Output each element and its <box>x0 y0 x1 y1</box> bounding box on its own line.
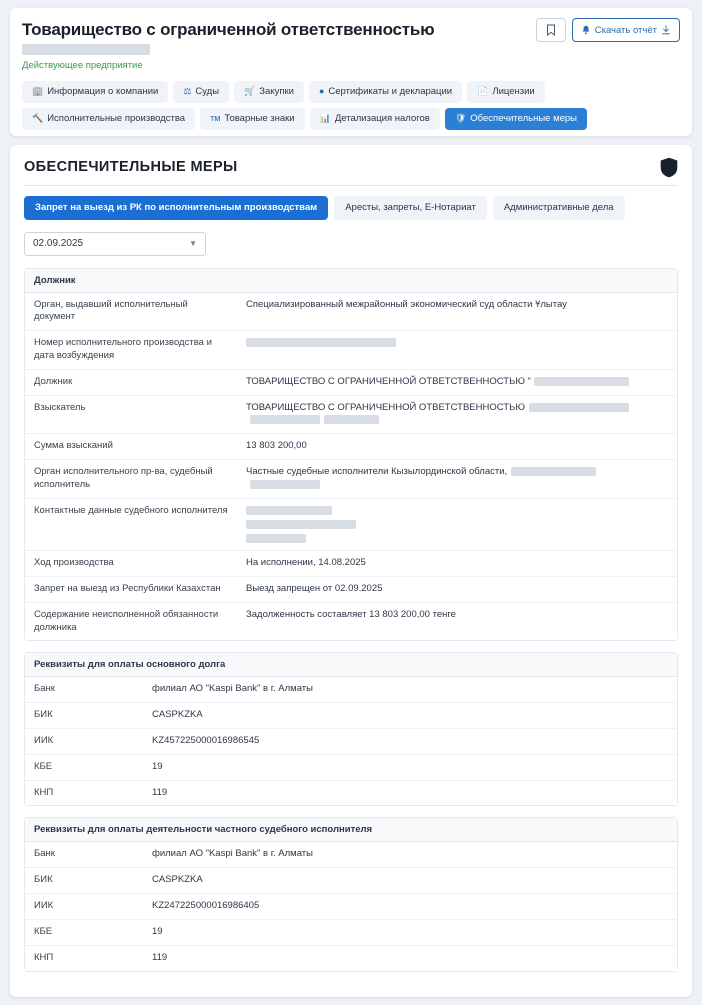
requisites-main-table <box>25 677 677 805</box>
table-row <box>25 919 677 945</box>
shield-corner-icon <box>660 157 678 181</box>
tab-courts-label: Суды <box>195 86 220 98</box>
table-row <box>25 703 677 729</box>
debtor-table-block <box>24 268 678 642</box>
table-row <box>25 551 677 577</box>
subtab-travel-ban-label: Запрет на выезд из РК по исполнительным производствам <box>35 202 318 214</box>
row-value: Задолженность составляет 13 803 200,00 тенге <box>237 602 677 640</box>
company-header-card <box>10 8 692 136</box>
table-row <box>25 602 677 640</box>
subtab-administrative-cases[interactable] <box>493 196 625 220</box>
tab-trademarks[interactable] <box>200 108 305 130</box>
tab-licenses-label: Лицензии <box>492 86 535 98</box>
row-value: На исполнении, 14.08.2025 <box>237 551 677 577</box>
debtor-table <box>25 293 677 641</box>
row-value: филиал АО "Kaspi Bank" в г. Алматы <box>143 677 677 702</box>
row-key: БИК <box>25 703 143 729</box>
row-value: Частные судебные исполнители Кызылординской области, <box>237 460 677 499</box>
row-value: ТОВАРИЩЕСТВО С ОГРАНИЧЕННОЙ ОТВЕТСТВЕННОСТЬЮ " <box>237 369 677 395</box>
tab-company-info-label: Информация о компании <box>47 86 159 98</box>
table-row <box>25 331 677 370</box>
section-divider <box>24 185 678 186</box>
tab-courts[interactable] <box>173 81 229 103</box>
table-row <box>25 395 677 434</box>
row-key: КНП <box>25 780 143 805</box>
header-actions <box>536 18 680 42</box>
debtor-table-caption: Должник <box>25 269 677 293</box>
tm-icon: тм <box>210 113 221 124</box>
tab-interim-measures[interactable] <box>445 108 587 130</box>
tab-trademarks-label: Товарные знаки <box>224 113 295 125</box>
license-icon: 📄 <box>477 86 489 97</box>
main-nav-tabs <box>22 79 680 130</box>
row-value: 119 <box>143 780 677 805</box>
interim-measures-panel <box>10 145 692 997</box>
row-value: 119 <box>143 945 677 970</box>
requisites-main-caption: Реквизиты для оплаты основного долга <box>25 653 677 677</box>
row-key: КНП <box>25 945 143 970</box>
requisites-executor-caption: Реквизиты для оплаты деятельности частного судебного исполнителя <box>25 818 677 842</box>
row-value: Специализированный межрайонный экономический суд области Ұлытау <box>237 293 677 331</box>
tab-certificates[interactable] <box>309 81 462 103</box>
shield-icon: 🛡 <box>454 113 467 124</box>
table-row <box>25 576 677 602</box>
row-value: 19 <box>143 754 677 780</box>
row-value: KZ247225000016986405 <box>143 894 677 920</box>
row-key: Контактные данные судебного исполнителя <box>25 498 237 550</box>
subtab-travel-ban[interactable] <box>24 196 328 220</box>
row-key: КБЕ <box>25 754 143 780</box>
requisites-main-block <box>24 652 678 806</box>
row-key: Ход производства <box>25 551 237 577</box>
page-title: Товарищество с ограниченной ответственностью <box>22 20 435 39</box>
interim-measures-subtabs <box>24 196 678 220</box>
subtab-arrests-notary[interactable] <box>334 196 487 220</box>
row-value-redacted <box>237 331 677 370</box>
row-value: CASPKZKA <box>143 703 677 729</box>
row-key: Сумма взысканий <box>25 434 237 460</box>
row-value: KZ457225000016986545 <box>143 729 677 755</box>
tab-company-info[interactable] <box>22 81 168 103</box>
table-row <box>25 945 677 970</box>
row-value: филиал АО "Kaspi Bank" в г. Алматы <box>143 842 677 867</box>
row-key: ИИК <box>25 894 143 920</box>
table-row <box>25 729 677 755</box>
requisites-executor-table <box>25 842 677 970</box>
row-value: CASPKZKA <box>143 868 677 894</box>
row-value: 19 <box>143 919 677 945</box>
row-key: Орган исполнительного пр-ва, судебный исполнитель <box>25 460 237 499</box>
table-row <box>25 780 677 805</box>
row-key: Содержание неисполненной обязанности должника <box>25 602 237 640</box>
row-key: Запрет на выезд из Республики Казахстан <box>25 576 237 602</box>
tab-procurement-label: Закупки <box>259 86 294 98</box>
row-key: Взыскатель <box>25 395 237 434</box>
building-icon: 🏢 <box>32 86 44 97</box>
subtab-administrative-cases-label: Административные дела <box>503 202 614 214</box>
tab-procurement[interactable] <box>234 81 304 103</box>
bookmark-button[interactable] <box>536 18 566 42</box>
tab-enforcement-proceedings[interactable] <box>22 108 195 130</box>
section-title: ОБЕСПЕЧИТЕЛЬНЫЕ МЕРЫ <box>24 158 238 175</box>
certificate-icon: ● <box>318 86 325 97</box>
table-row <box>25 460 677 499</box>
row-key: БИК <box>25 868 143 894</box>
row-key: Орган, выдавший исполнительный документ <box>25 293 237 331</box>
gavel-icon: 🔨 <box>32 113 44 124</box>
row-value: Выезд запрещен от 02.09.2025 <box>237 576 677 602</box>
tab-enforcement-proceedings-label: Исполнительные производства <box>47 113 186 125</box>
tab-interim-measures-label: Обеспечительные меры <box>470 113 578 125</box>
subtab-arrests-notary-label: Аресты, запреты, Е-Нотариат <box>345 202 476 214</box>
requisites-executor-block <box>24 817 678 971</box>
date-select[interactable] <box>24 232 206 256</box>
row-key: Номер исполнительного производства и дата возбуждения <box>25 331 237 370</box>
company-status: Действующее предприятие <box>22 59 143 71</box>
table-row <box>25 434 677 460</box>
company-name-redacted <box>22 44 680 56</box>
row-value-redacted <box>237 498 677 550</box>
date-select-value: 02.09.2025 <box>33 238 84 250</box>
download-report-label: Скачать отчёт <box>594 24 657 36</box>
table-row <box>25 369 677 395</box>
table-row <box>25 498 677 550</box>
tab-tax-details[interactable] <box>310 108 440 130</box>
row-key: Банк <box>25 842 143 867</box>
tab-certificates-label: Сертификаты и декларации <box>328 86 453 98</box>
tax-icon: 📊 <box>319 113 331 124</box>
row-key: КБЕ <box>25 919 143 945</box>
table-row <box>25 293 677 331</box>
table-row <box>25 894 677 920</box>
tab-tax-details-label: Детализация налогов <box>334 113 430 125</box>
row-key: ИИК <box>25 729 143 755</box>
bookmark-icon <box>546 24 556 36</box>
scales-icon: ⚖ <box>183 86 192 97</box>
table-row <box>25 677 677 702</box>
chevron-down-icon: ▼ <box>189 239 197 249</box>
table-row <box>25 868 677 894</box>
cart-icon: 🛒 <box>244 86 256 97</box>
table-row <box>25 754 677 780</box>
row-key: Должник <box>25 369 237 395</box>
row-key: Банк <box>25 677 143 702</box>
table-row <box>25 842 677 867</box>
row-value: ТОВАРИЩЕСТВО С ОГРАНИЧЕННОЙ ОТВЕТСТВЕННОСТЬЮ <box>237 395 677 434</box>
download-icon <box>661 25 671 35</box>
bell-icon <box>581 25 591 35</box>
row-value: 13 803 200,00 <box>237 434 677 460</box>
download-report-button[interactable] <box>572 18 680 42</box>
tab-licenses[interactable] <box>467 81 545 103</box>
